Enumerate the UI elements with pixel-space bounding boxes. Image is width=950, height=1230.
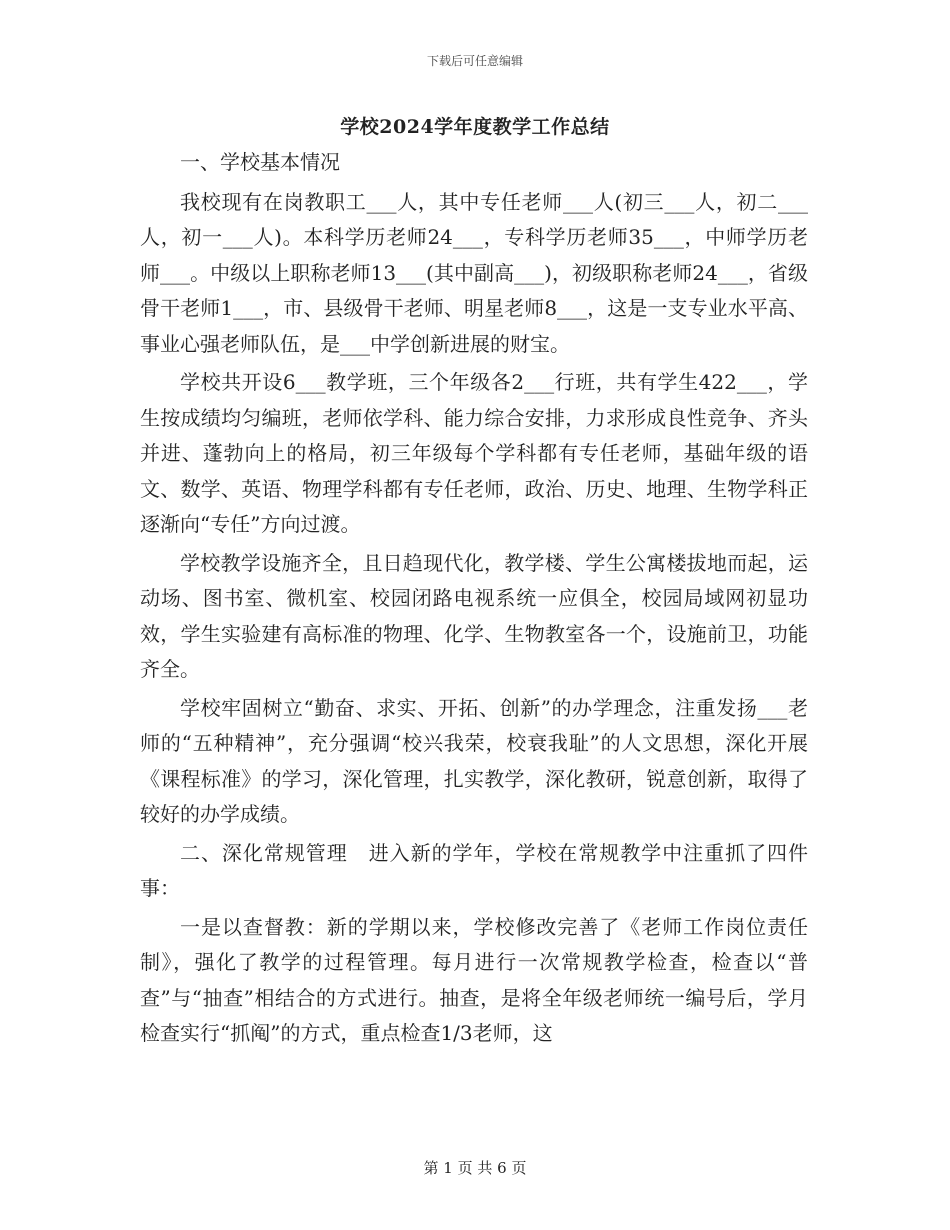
paragraph-facilities: 学校教学设施齐全，且日趋现代化，教学楼、学生公寓楼拔地而起，运动场、图书室、微机室、校园闭路电视系统一应俱全，校园局域网初显功效，学生实验建有高标准的物理、化学、生物教室各一个，设施前卫，功能齐全。 — [140, 550, 808, 681]
paragraph-philosophy: 学校牢固树立“勤奋、求实、开拓、创新”的办学理念，注重发扬___老师的“五种精神”，充分强调“校兴我荣，校衰我耻”的人文思想，深化开展《课程标准》的学习，深化管理，扎实教学，深化教研，锐意创新，取得了较好的办学成绩。 — [140, 695, 808, 826]
paragraph-classes: 学校共开设6___教学班，三个年级各2___行班，共有学生422___，学生按成绩均匀编班，老师依学科、能力综合安排，力求形成良性竞争、齐头并进、蓬勃向上的格局，初三年级每个学科都有专任老师，基础年级的语文、数学、英语、物理学科都有专任老师，政治、历史、地理、生物学科正逐渐向“专任”方向过渡。 — [140, 370, 808, 536]
section-heading-basic-info: 一、学校基本情况 — [180, 150, 340, 174]
document-body — [140, 145, 808, 1055]
page-header-note: 下载后可任意编辑 — [426, 54, 523, 68]
page-footer-page-number: 第 1 页 共 6 页 — [423, 1159, 527, 1177]
paragraph-routine-management: 二、深化常规管理 进入新的学年，学校在常规教学中注重抓了四件事： — [140, 840, 808, 900]
paragraph-staff: 我校现有在岗教职工___人，其中专任老师___人(初三___人，初二___人，初一___人)。本科学历老师24___，专科学历老师35___，中师学历老师___。中级以上职称老师13___(其中副高___)，初级职称老师24___，省级骨干老师1___，市、县级骨干老师、明星老师8___，这是一支专业水平高、事业心强老师队伍，是___中学创新进展的财宝。 — [140, 189, 808, 356]
paragraph-inspection: 一是以查督教：新的学期以来，学校修改完善了《老师工作岗位责任制》，强化了教学的过程管理。每月进行一次常规教学检查，检查以“普查”与“抽查”相结合的方式进行。抽查，是将全年级老师统一编号后，学月检查实行“抓阄”的方式，重点检查1/3老师，这 — [140, 914, 808, 1045]
document-title: 学校2024学年度教学工作总结 — [340, 116, 610, 138]
